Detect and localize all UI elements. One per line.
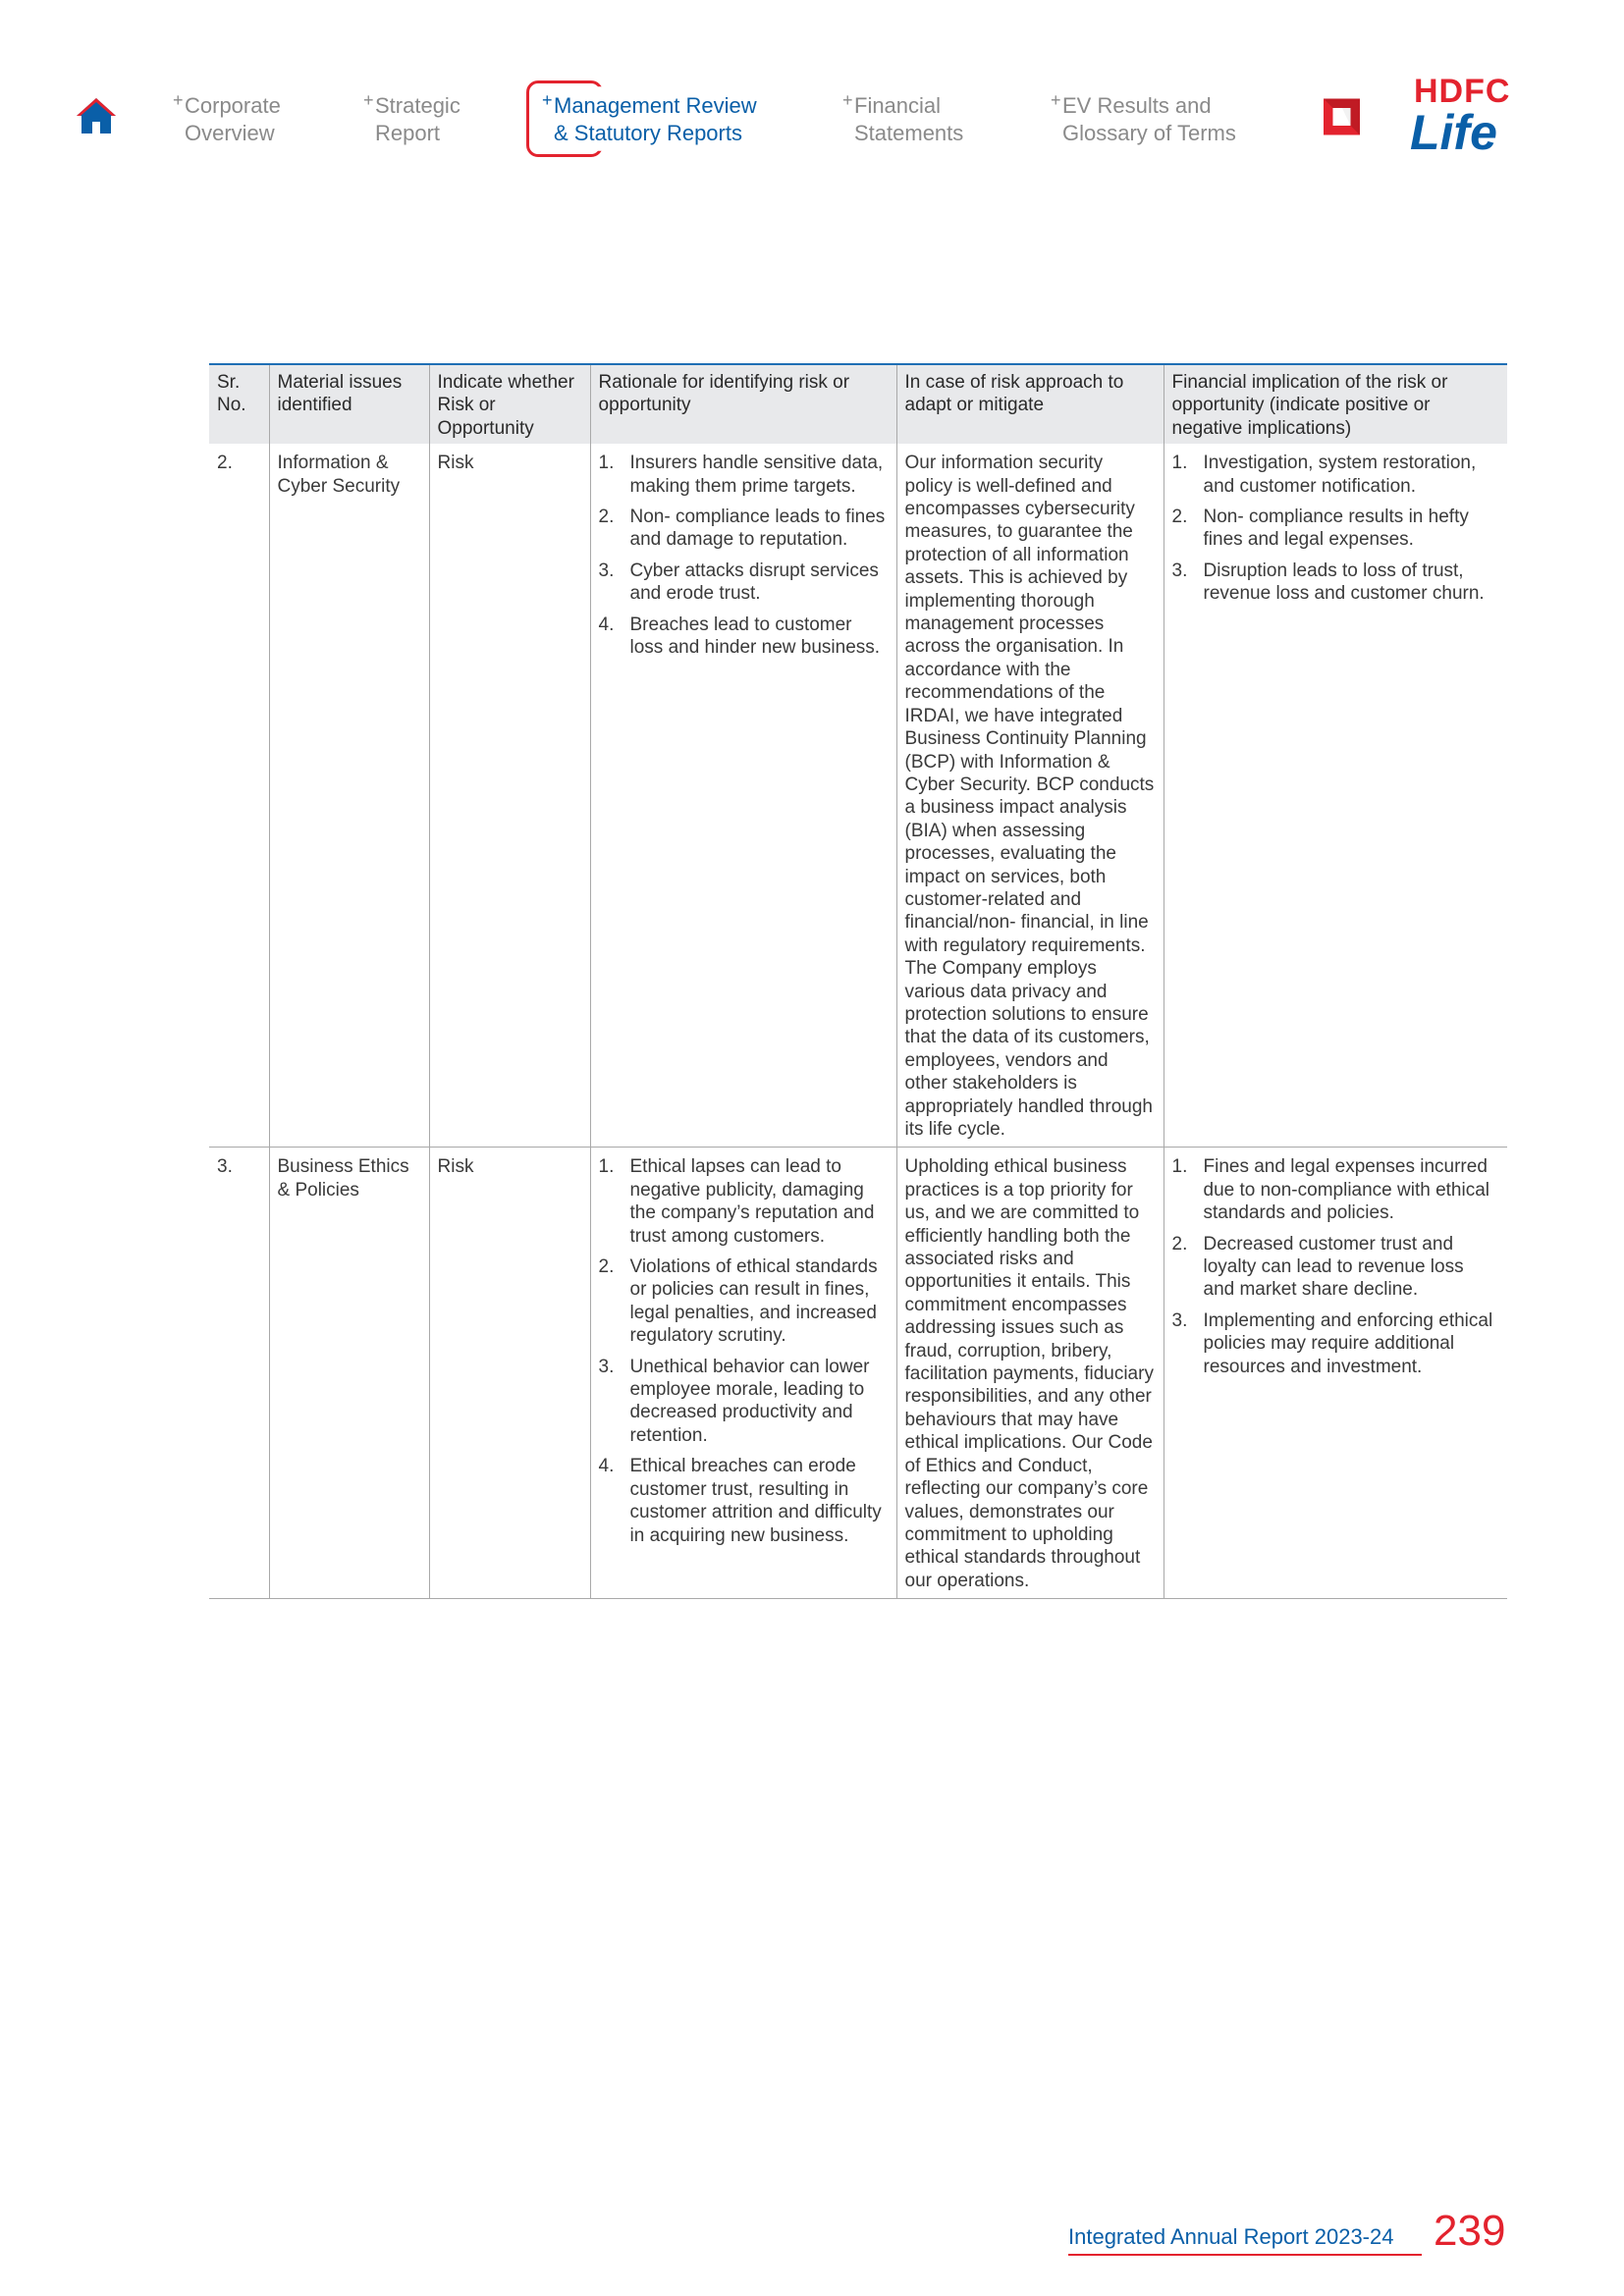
list-item: 1. Fines and legal expenses incurred due to non-compliance with ethical standards and policies. [1171,1156,1490,1224]
cell-approach: Upholding ethical business practices is a top priority for us, and we are committed to efficiently handling both the associated risks and opportunities it entails. This commitment encompasses addressing issues such as fraud, corruption, bribery, facilitation payments, fiduciary responsibilities, and any other behaviours that may have ethical implications. Our Code of Ethics and Conduct, reflecting our company’s core values, demonstrates our commitment to upholding ethical standards throughout our operations. [896,1148,1164,1599]
nav-label-line1: EV Results and [1062,93,1212,118]
table-header-row [209,364,1507,444]
list-item: 3. Cyber attacks disrupt services and erode trust. [598,560,879,605]
list-item: 2. Violations of ethical standards or policies can result in fines, legal penalties, and increased regulatory scrutiny. [598,1256,878,1347]
plus-icon: + [363,90,374,110]
header-sr-no: Sr. No. [209,364,269,444]
list-item: 2. Decreased customer trust and loyalty can lead to revenue loss and market share decline. [1171,1233,1464,1301]
nav-label-line1: Financial [854,93,942,118]
list-item: 3. Disruption leads to loss of trust, revenue loss and customer churn. [1171,560,1485,605]
nav-label-line2: Report [375,121,441,145]
list-item: 4. Breaches lead to customer loss and hinder new business. [598,614,881,659]
logo-text-hdfc: HDFC [1414,73,1511,110]
plus-icon: + [173,90,184,110]
nav-label-line2: & Statutory Reports [554,121,742,145]
cell-implication [1164,1148,1507,1599]
nav-corporate-overview[interactable] [173,90,281,147]
cell-rationale [590,1148,896,1599]
nav-label-line1: Corporate [185,93,281,118]
rationale-list [599,452,889,659]
logo-text-life: Life [1410,105,1497,160]
list-item: 2. Non- compliance results in hefty fines and legal expenses. [1171,507,1469,551]
cell-type: Risk [429,444,590,1148]
plus-icon: + [1051,90,1061,110]
list-item: 3. Implementing and enforcing ethical policies may require additional resources and investment. [1171,1309,1493,1377]
list-item: 1. Investigation, system restoration, and customer notification. [1171,453,1477,497]
footer-underline [1068,2254,1422,2256]
cell-rationale [590,444,896,1148]
header-approach: In case of risk approach to adapt or mitigate [896,364,1164,444]
plus-icon: + [542,90,553,110]
nav-label-line1: Strategic [375,93,460,118]
header-risk-or-opportunity: Indicate whether Risk or Opportunity [429,364,590,444]
list-item: 1. Ethical lapses can lead to negative publicity, damaging the company’s reputation and trust among customers. [598,1156,875,1247]
nav-label-line2: Overview [185,121,275,145]
rationale-list [599,1155,889,1547]
plus-icon: + [842,90,853,110]
header-material-issues: Material issues identified [269,364,429,444]
cell-approach: Our information security policy is well-defined and encompasses cybersecurity measures, to guarantee the protection of all information assets. This is achieved by implementing thorough management processes across the organisation. In accordance with the recommendations of the IRDAI, we have integrated Business Continuity Planning (BCP) with Information & Cyber Security. BCP conducts a business impact analysis (BIA) when assessing processes, evaluating the impact on services, both customer-related and financial/non- financial, in line with regulatory requirements. The Company employs various data privacy and protection solutions to ensure that the data of its customers, employees, vendors and other stakeholders is appropriately handled through its life cycle. [896,444,1164,1148]
hdfc-life-logo-mark [1324,75,1412,159]
nav-label-line2: Statements [854,121,964,145]
implication-list [1172,1155,1500,1378]
header-rationale: Rationale for identifying risk or opportunity [590,364,896,444]
table-row [209,1148,1507,1599]
cell-sr: 3. [209,1148,269,1599]
material-issues-table [209,363,1507,1599]
header-financial-implication: Financial implication of the risk or opportunity (indicate positive or negative implications) [1164,364,1507,444]
page-number: 239 [1434,2207,1506,2255]
nav-management-review[interactable] [542,90,757,147]
table-row [209,444,1507,1148]
nav-label-line1: Management Review [554,93,757,118]
cell-type: Risk [429,1148,590,1599]
cell-issue: Information & Cyber Security [269,444,429,1148]
cell-issue: Business Ethics & Policies [269,1148,429,1599]
cell-implication [1164,444,1507,1148]
home-icon[interactable] [75,96,118,135]
nav-label-line2: Glossary of Terms [1062,121,1236,145]
nav-financial-statements[interactable] [842,90,964,147]
list-item: 4. Ethical breaches can erode customer trust, resulting in customer attrition and difficulty in acquiring new business. [598,1456,882,1546]
cell-sr: 2. [209,444,269,1148]
material-issues-table-wrap [209,363,1507,1599]
list-item: 1. Insurers handle sensitive data, making them prime targets. [598,453,884,497]
list-item: 3. Unethical behavior can lower employee morale, leading to decreased productivity and retention. [598,1356,870,1446]
nav-ev-results[interactable] [1051,90,1236,147]
footer-report-title: Integrated Annual Report 2023-24 [1068,2224,1394,2249]
nav-strategic-report[interactable] [363,90,460,147]
list-item: 2. Non- compliance leads to fines and damage to reputation. [598,507,886,551]
implication-list [1172,452,1500,605]
